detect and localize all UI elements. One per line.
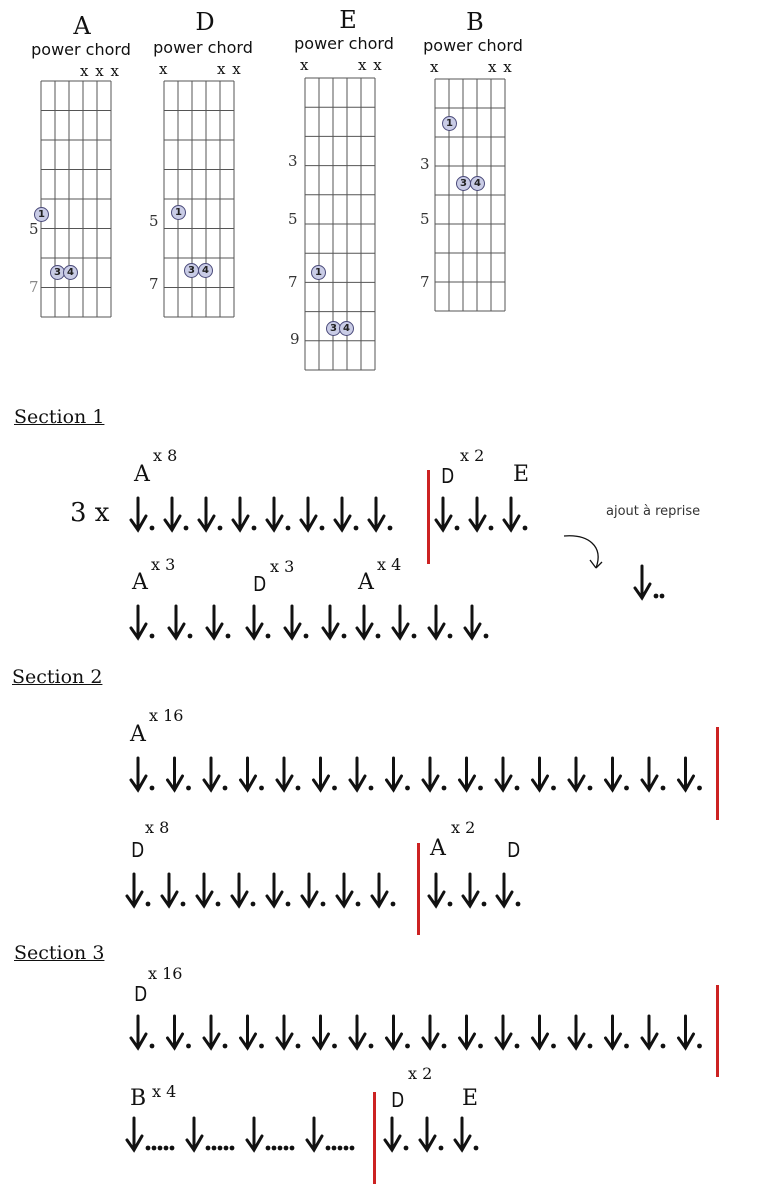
strum-dot [551,786,556,791]
down-strum-arrow [429,874,452,906]
s1-l2-mult-d: x 3 [270,557,295,576]
strum-dot [186,1044,191,1049]
down-strum-arrow [127,874,150,906]
strum-dot [523,526,528,531]
chord-a-name: A [73,12,91,40]
chord-b-mute-left: x [430,58,440,76]
down-strum-arrow [335,498,358,530]
down-strum-arrow [436,498,459,530]
s1-l2-strums-d [248,602,358,642]
s2-l1-mult-a: x 16 [149,706,184,725]
section-1-title: Section 1 [14,406,105,428]
s1-measure-bar [427,470,430,564]
strum-dot [164,1146,169,1151]
finger-dot: 1 [171,205,186,220]
down-strum-arrow [277,758,300,790]
strum-dot [152,1146,157,1151]
s1-l1-strums-de [437,494,547,534]
down-strum-arrow [504,498,527,530]
down-strum-arrow [606,758,629,790]
down-strum-arrow [369,498,392,530]
down-strum-arrow [350,1016,373,1048]
down-strum-arrow [168,1016,191,1048]
down-strum-arrow [465,606,488,638]
down-strum-arrow [460,1016,483,1048]
down-strum-arrow [642,1016,665,1048]
strum-dot [259,786,264,791]
chord-e-fret-9: 9 [290,330,300,348]
s1-l2-mult-a: x 3 [151,555,176,574]
down-strum-arrow [169,606,192,638]
chord-d-mutes: x x [217,60,242,78]
strum-dot [146,1146,151,1151]
s1-extra-strum [636,562,676,602]
down-strum-arrow [423,1016,446,1048]
chord-d-mute-left: x [159,60,169,78]
chord-b-fret-3: 3 [420,155,430,173]
strum-dot [697,1044,702,1049]
s3-l2-mult-b: x 4 [152,1082,177,1101]
down-strum-arrow [357,606,380,638]
down-strum-arrow [569,1016,592,1048]
section-3-title: Section 3 [14,942,105,964]
down-strum-arrow [420,1118,443,1150]
strum-dot [442,1044,447,1049]
strum-dot [150,634,155,639]
strum-dot [332,1044,337,1049]
down-strum-arrow [162,874,185,906]
down-strum-arrow [165,498,188,530]
chord-e-fret-5: 5 [288,210,298,228]
strum-dot [474,1146,479,1151]
strum-dot [224,1146,229,1151]
down-strum-arrow [606,1016,629,1048]
down-strum-arrow [314,758,337,790]
curved-arrow-icon [560,528,620,580]
s3-l2-chord-d: D [391,1088,405,1112]
strum-dot [218,1146,223,1151]
finger-dot: 4 [339,321,354,336]
down-strum-arrow [187,1118,234,1150]
chord-e-fret-7: 7 [288,273,298,291]
down-strum-arrow [131,758,154,790]
s2-l2-chord-a: A [430,836,446,861]
strum-dot [661,786,666,791]
s3-measure-bar-2 [373,1092,376,1184]
down-strum-arrow [247,606,270,638]
s2-l2-strums-ad [430,870,540,910]
strum-dot [186,786,191,791]
strum-dot [338,1146,343,1151]
strum-dot [252,526,257,531]
chord-d-fret-5: 5 [149,212,159,230]
strum-dot [661,1044,666,1049]
finger-dot: 3 [50,265,65,280]
strum-dot [484,634,489,639]
strum-dot [286,526,291,531]
s3-l2-mult-d: x 2 [408,1064,433,1083]
s3-l2-strums-de [386,1114,496,1154]
strum-dot [226,634,231,639]
down-strum-arrow [387,758,410,790]
down-strum-arrow [496,758,519,790]
s3-measure-bar-1 [716,985,719,1077]
strum-dot [489,526,494,531]
s3-l1-chord-d: D [134,982,148,1006]
strum-dot [272,1146,277,1151]
strum-dot [206,1146,211,1151]
finger-dot: 4 [63,265,78,280]
strum-dot [551,1044,556,1049]
strum-dot [212,1146,217,1151]
strum-dot [184,526,189,531]
s1-l1-chord-a: A [134,462,150,487]
strum-dot [150,526,155,531]
strum-dot [344,1146,349,1151]
down-strum-arrow [496,1016,519,1048]
strum-dot [376,634,381,639]
chord-e-mutes: x x [358,56,383,74]
strum-dot [404,1146,409,1151]
down-strum-arrow [131,606,154,638]
chord-a-fret-5: 5 [29,220,39,238]
down-strum-arrow [204,758,227,790]
down-strum-arrow [337,874,360,906]
strum-dot [321,902,326,907]
down-strum-arrow [285,606,308,638]
strum-dot [588,1044,593,1049]
strum-dot [405,786,410,791]
down-strum-arrow [267,874,290,906]
strum-dot [697,786,702,791]
strum-dot [320,526,325,531]
strum-dot [284,1146,289,1151]
chord-d-fretboard [163,80,237,320]
chord-b-name: B [466,8,484,36]
strum-dot [296,786,301,791]
strum-dot [332,786,337,791]
strum-dot [296,1044,301,1049]
s1-l2-chord-a2: A [358,570,374,595]
strum-dot [405,1044,410,1049]
strum-dot [342,634,347,639]
finger-dot: 1 [311,265,326,280]
strum-dot [624,786,629,791]
strum-dot [216,902,221,907]
strum-dot [181,902,186,907]
s1-note: ajout à reprise [606,504,701,519]
strum-dot [442,786,447,791]
strum-dot [478,786,483,791]
section-1-repeat: 3 x [70,498,110,528]
down-strum-arrow [204,1016,227,1048]
section-2-title: Section 2 [12,666,103,688]
s1-l2-chord-a: A [132,570,148,595]
strum-dot [369,786,374,791]
down-strum-arrow [241,1016,264,1048]
chord-a-mutes: x x x [80,62,120,80]
strum-dot [326,1146,331,1151]
strum-dot [354,526,359,531]
strum-dot [515,1044,520,1049]
down-strum-arrow [302,874,325,906]
chord-a-fret-7: 7 [29,278,39,296]
chord-e-mute-left: x [300,56,310,74]
finger-dot: 1 [442,116,457,131]
strum-dot [455,526,460,531]
s2-l2-chord-d: D [131,838,145,862]
s2-l2-chord-d2: D [507,838,521,862]
s2-l2-mult-d: x 8 [145,818,170,837]
chord-d-fret-7: 7 [149,275,159,293]
strum-dot [515,786,520,791]
down-strum-arrow [232,874,255,906]
down-strum-arrow [429,606,452,638]
strum-dot [286,902,291,907]
strum-dot [439,1146,444,1151]
s3-l1-strums [132,1012,712,1052]
strum-dot [290,1146,295,1151]
strum-dot [388,526,393,531]
strum-dot [391,902,396,907]
strum-dot [259,1044,264,1049]
strum-dot [278,1146,283,1151]
down-strum-arrow [533,758,556,790]
down-strum-arrow [679,758,702,790]
s3-l1-mult-d: x 16 [148,964,183,983]
s1-l2-strums-a2 [358,602,508,642]
s2-measure-bar-1 [716,727,719,820]
chord-d-subtitle: power chord [153,38,253,57]
strum-dot [170,1146,175,1151]
down-strum-arrow [385,1118,408,1150]
s2-measure-bar-2 [417,843,420,935]
down-strum-arrow [642,758,665,790]
down-strum-arrow [635,566,664,598]
down-strum-arrow [323,606,346,638]
s1-l2-mult-a2: x 4 [377,555,402,574]
finger-dot: 4 [198,263,213,278]
chord-a-fretboard [40,80,114,320]
s2-l1-strums [132,754,712,794]
down-strum-arrow [247,1118,294,1150]
strum-dot [412,634,417,639]
down-strum-arrow [470,498,493,530]
down-strum-arrow [387,1016,410,1048]
chord-e-fret-3: 3 [288,152,298,170]
strum-dot [218,526,223,531]
chord-b-subtitle: power chord [423,36,523,55]
strum-dot [588,786,593,791]
s1-l1-chord-d: D [441,464,455,488]
s1-l1-mult-a: x 8 [153,446,178,465]
down-strum-arrow [423,758,446,790]
strum-dot [266,1146,271,1151]
down-strum-arrow [241,758,264,790]
s2-l2-strums-d [128,870,418,910]
chord-b-mutes: x x [488,58,513,76]
down-strum-arrow [460,758,483,790]
strum-dot [251,902,256,907]
strum-dot [356,902,361,907]
finger-dot: 4 [470,176,485,191]
s2-l1-chord-a: A [130,722,146,747]
s3-l2-chord-e: E [462,1086,479,1111]
s3-l2-strums-b [128,1114,368,1154]
chord-b-fretboard [434,78,508,314]
down-strum-arrow [314,1016,337,1048]
down-strum-arrow [393,606,416,638]
down-strum-arrow [168,758,191,790]
s1-l1-chord-e: E [513,462,530,487]
down-strum-arrow [679,1016,702,1048]
strum-dot [146,902,151,907]
strum-dot [482,902,487,907]
down-strum-arrow [569,758,592,790]
finger-dot: 3 [184,263,199,278]
s3-l2-chord-b: B [130,1086,147,1111]
strum-dot [624,1044,629,1049]
down-strum-arrow [127,1118,174,1150]
finger-dot: 3 [326,321,341,336]
strum-dot [448,634,453,639]
down-strum-arrow [301,498,324,530]
strum-dot [230,1146,235,1151]
strum-dot [188,634,193,639]
s1-l2-strums-a [132,602,242,642]
strum-dot [516,902,521,907]
chord-d-name: D [195,8,215,36]
s2-l2-mult-a: x 2 [451,818,476,837]
chord-b-fret-5: 5 [420,210,430,228]
strum-dot [304,634,309,639]
strum-dot [223,1044,228,1049]
chord-e-subtitle: power chord [294,34,394,53]
down-strum-arrow [307,1118,354,1150]
s1-l1-strums-a [132,494,422,534]
down-strum-arrow [463,874,486,906]
strum-dot [150,786,155,791]
strum-dot [654,594,659,599]
strum-dot [266,634,271,639]
down-strum-arrow [267,498,290,530]
down-strum-arrow [455,1118,478,1150]
down-strum-arrow [197,874,220,906]
strum-dot [158,1146,163,1151]
down-strum-arrow [207,606,230,638]
chord-a-subtitle: power chord [31,40,131,59]
finger-dot: 3 [456,176,471,191]
strum-dot [332,1146,337,1151]
finger-dot: 1 [34,207,49,222]
down-strum-arrow [350,758,373,790]
down-strum-arrow [277,1016,300,1048]
s1-l1-mult-d: x 2 [460,446,485,465]
strum-dot [223,786,228,791]
strum-dot [150,1044,155,1049]
down-strum-arrow [199,498,222,530]
strum-dot [350,1146,355,1151]
chord-e-name: E [339,6,357,34]
s1-l2-chord-d: D [253,572,267,596]
down-strum-arrow [497,874,520,906]
down-strum-arrow [131,1016,154,1048]
strum-dot [660,594,665,599]
down-strum-arrow [131,498,154,530]
down-strum-arrow [533,1016,556,1048]
chord-b-fret-7: 7 [420,273,430,291]
strum-dot [369,1044,374,1049]
strum-dot [448,902,453,907]
strum-dot [478,1044,483,1049]
down-strum-arrow [372,874,395,906]
down-strum-arrow [233,498,256,530]
